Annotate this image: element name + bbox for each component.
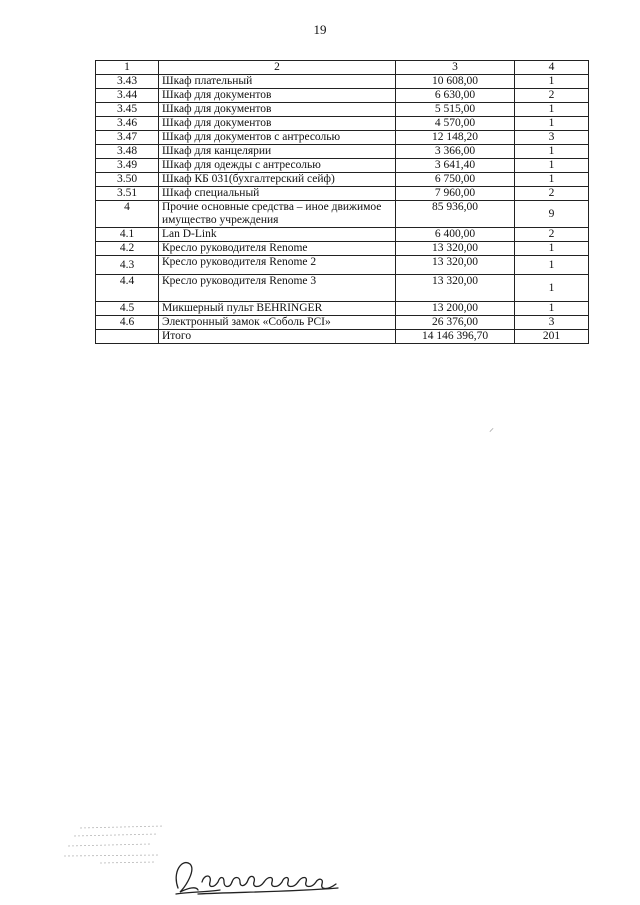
item-quantity-cell: 1 — [515, 103, 589, 117]
table-row — [96, 275, 589, 302]
table-header-row — [96, 61, 589, 75]
item-name-cell: Шкаф для документов с антресолью — [159, 131, 396, 145]
item-number-cell: 3.51 — [96, 187, 159, 201]
item-number-cell: 3.48 — [96, 145, 159, 159]
item-quantity-cell: 2 — [515, 89, 589, 103]
item-quantity-cell: 1 — [515, 117, 589, 131]
table-row — [96, 131, 589, 145]
item-number-cell: 4.4 — [96, 275, 159, 302]
item-name-cell: Шкаф плательный — [159, 75, 396, 89]
item-cost-cell: 6 400,00 — [396, 228, 515, 242]
table-row — [96, 145, 589, 159]
table-row — [96, 117, 589, 131]
item-number-cell: 3.50 — [96, 173, 159, 187]
item-number-cell: 4 — [96, 201, 159, 228]
item-cost-cell: 7 960,00 — [396, 187, 515, 201]
item-cost-cell: 13 320,00 — [396, 256, 515, 275]
item-name-cell: Итого — [159, 330, 396, 344]
table-row — [96, 302, 589, 316]
item-cost-cell: 26 376,00 — [396, 316, 515, 330]
item-number-cell: 3.49 — [96, 159, 159, 173]
item-quantity-cell: 201 — [515, 330, 589, 344]
item-quantity-cell: 2 — [515, 187, 589, 201]
item-number-cell: 4.1 — [96, 228, 159, 242]
item-quantity-cell: 1 — [515, 302, 589, 316]
table-row — [96, 103, 589, 117]
item-quantity-cell: 1 — [515, 173, 589, 187]
item-cost-cell: 3 366,00 — [396, 145, 515, 159]
item-name-cell: Шкаф для одежды с антресолью — [159, 159, 396, 173]
item-quantity-cell: 3 — [515, 131, 589, 145]
item-quantity-cell: 2 — [515, 228, 589, 242]
item-name-cell: Шкаф специальный — [159, 187, 396, 201]
item-name-cell: Lan D-Link — [159, 228, 396, 242]
item-quantity-cell: 3 — [515, 316, 589, 330]
table-row — [96, 256, 589, 275]
item-name-cell: Шкаф для документов — [159, 117, 396, 131]
table-total-row — [96, 330, 589, 344]
inventory-table — [95, 60, 589, 344]
item-cost-cell: 6 750,00 — [396, 173, 515, 187]
item-number-cell: 4.3 — [96, 256, 159, 275]
item-name-cell: Шкаф КБ 031(бухгалтерский сейф) — [159, 173, 396, 187]
table-row — [96, 75, 589, 89]
item-cost-cell: 10 608,00 — [396, 75, 515, 89]
item-quantity-cell: 1 — [515, 159, 589, 173]
table-row — [96, 228, 589, 242]
item-quantity-cell: 1 — [515, 275, 589, 302]
column-header: 1 — [96, 61, 159, 75]
item-cost-cell: 85 936,00 — [396, 201, 515, 228]
item-cost-cell: 3 641,40 — [396, 159, 515, 173]
item-name-cell: Шкаф для документов — [159, 89, 396, 103]
item-name-cell: Шкаф для канцелярии — [159, 145, 396, 159]
item-quantity-cell: 9 — [515, 201, 589, 228]
item-number-cell: 4.2 — [96, 242, 159, 256]
item-name-cell: Кресло руководителя Renome — [159, 242, 396, 256]
item-number-cell: 3.47 — [96, 131, 159, 145]
item-cost-cell: 13 200,00 — [396, 302, 515, 316]
table-row — [96, 201, 589, 228]
item-cost-cell: 14 146 396,70 — [396, 330, 515, 344]
item-quantity-cell: 1 — [515, 256, 589, 275]
item-number-cell: 4.5 — [96, 302, 159, 316]
table-row — [96, 159, 589, 173]
item-quantity-cell: 1 — [515, 242, 589, 256]
item-name-cell: Электронный замок «Соболь PCI» — [159, 316, 396, 330]
item-name-cell: Кресло руководителя Renome 2 — [159, 256, 396, 275]
item-number-cell: 3.44 — [96, 89, 159, 103]
item-cost-cell: 13 320,00 — [396, 242, 515, 256]
item-number-cell: 3.46 — [96, 117, 159, 131]
item-name-cell: Шкаф для документов — [159, 103, 396, 117]
item-number-cell — [96, 330, 159, 344]
column-header: 3 — [396, 61, 515, 75]
item-number-cell: 4.6 — [96, 316, 159, 330]
table-row — [96, 187, 589, 201]
table-row — [96, 89, 589, 103]
item-cost-cell: 12 148,20 — [396, 131, 515, 145]
item-cost-cell: 4 570,00 — [396, 117, 515, 131]
table-row — [96, 242, 589, 256]
item-number-cell: 3.43 — [96, 75, 159, 89]
handwritten-signature-image — [168, 852, 348, 898]
page-number: 19 — [313, 22, 327, 37]
table-row — [96, 316, 589, 330]
column-header: 4 — [515, 61, 589, 75]
item-cost-cell: 13 320,00 — [396, 275, 515, 302]
faded-stamp-image — [60, 822, 166, 866]
item-quantity-cell: 1 — [515, 75, 589, 89]
item-quantity-cell: 1 — [515, 145, 589, 159]
scan-mark: ⸝ — [489, 423, 494, 434]
item-name-cell: Кресло руководителя Renome 3 — [159, 275, 396, 302]
item-name-cell: Микшерный пульт BEHRINGER — [159, 302, 396, 316]
item-number-cell: 3.45 — [96, 103, 159, 117]
column-header: 2 — [159, 61, 396, 75]
item-cost-cell: 5 515,00 — [396, 103, 515, 117]
item-cost-cell: 6 630,00 — [396, 89, 515, 103]
item-name-cell: Прочие основные средства – иное движимое имущество учреждения — [159, 201, 396, 228]
table-row — [96, 173, 589, 187]
